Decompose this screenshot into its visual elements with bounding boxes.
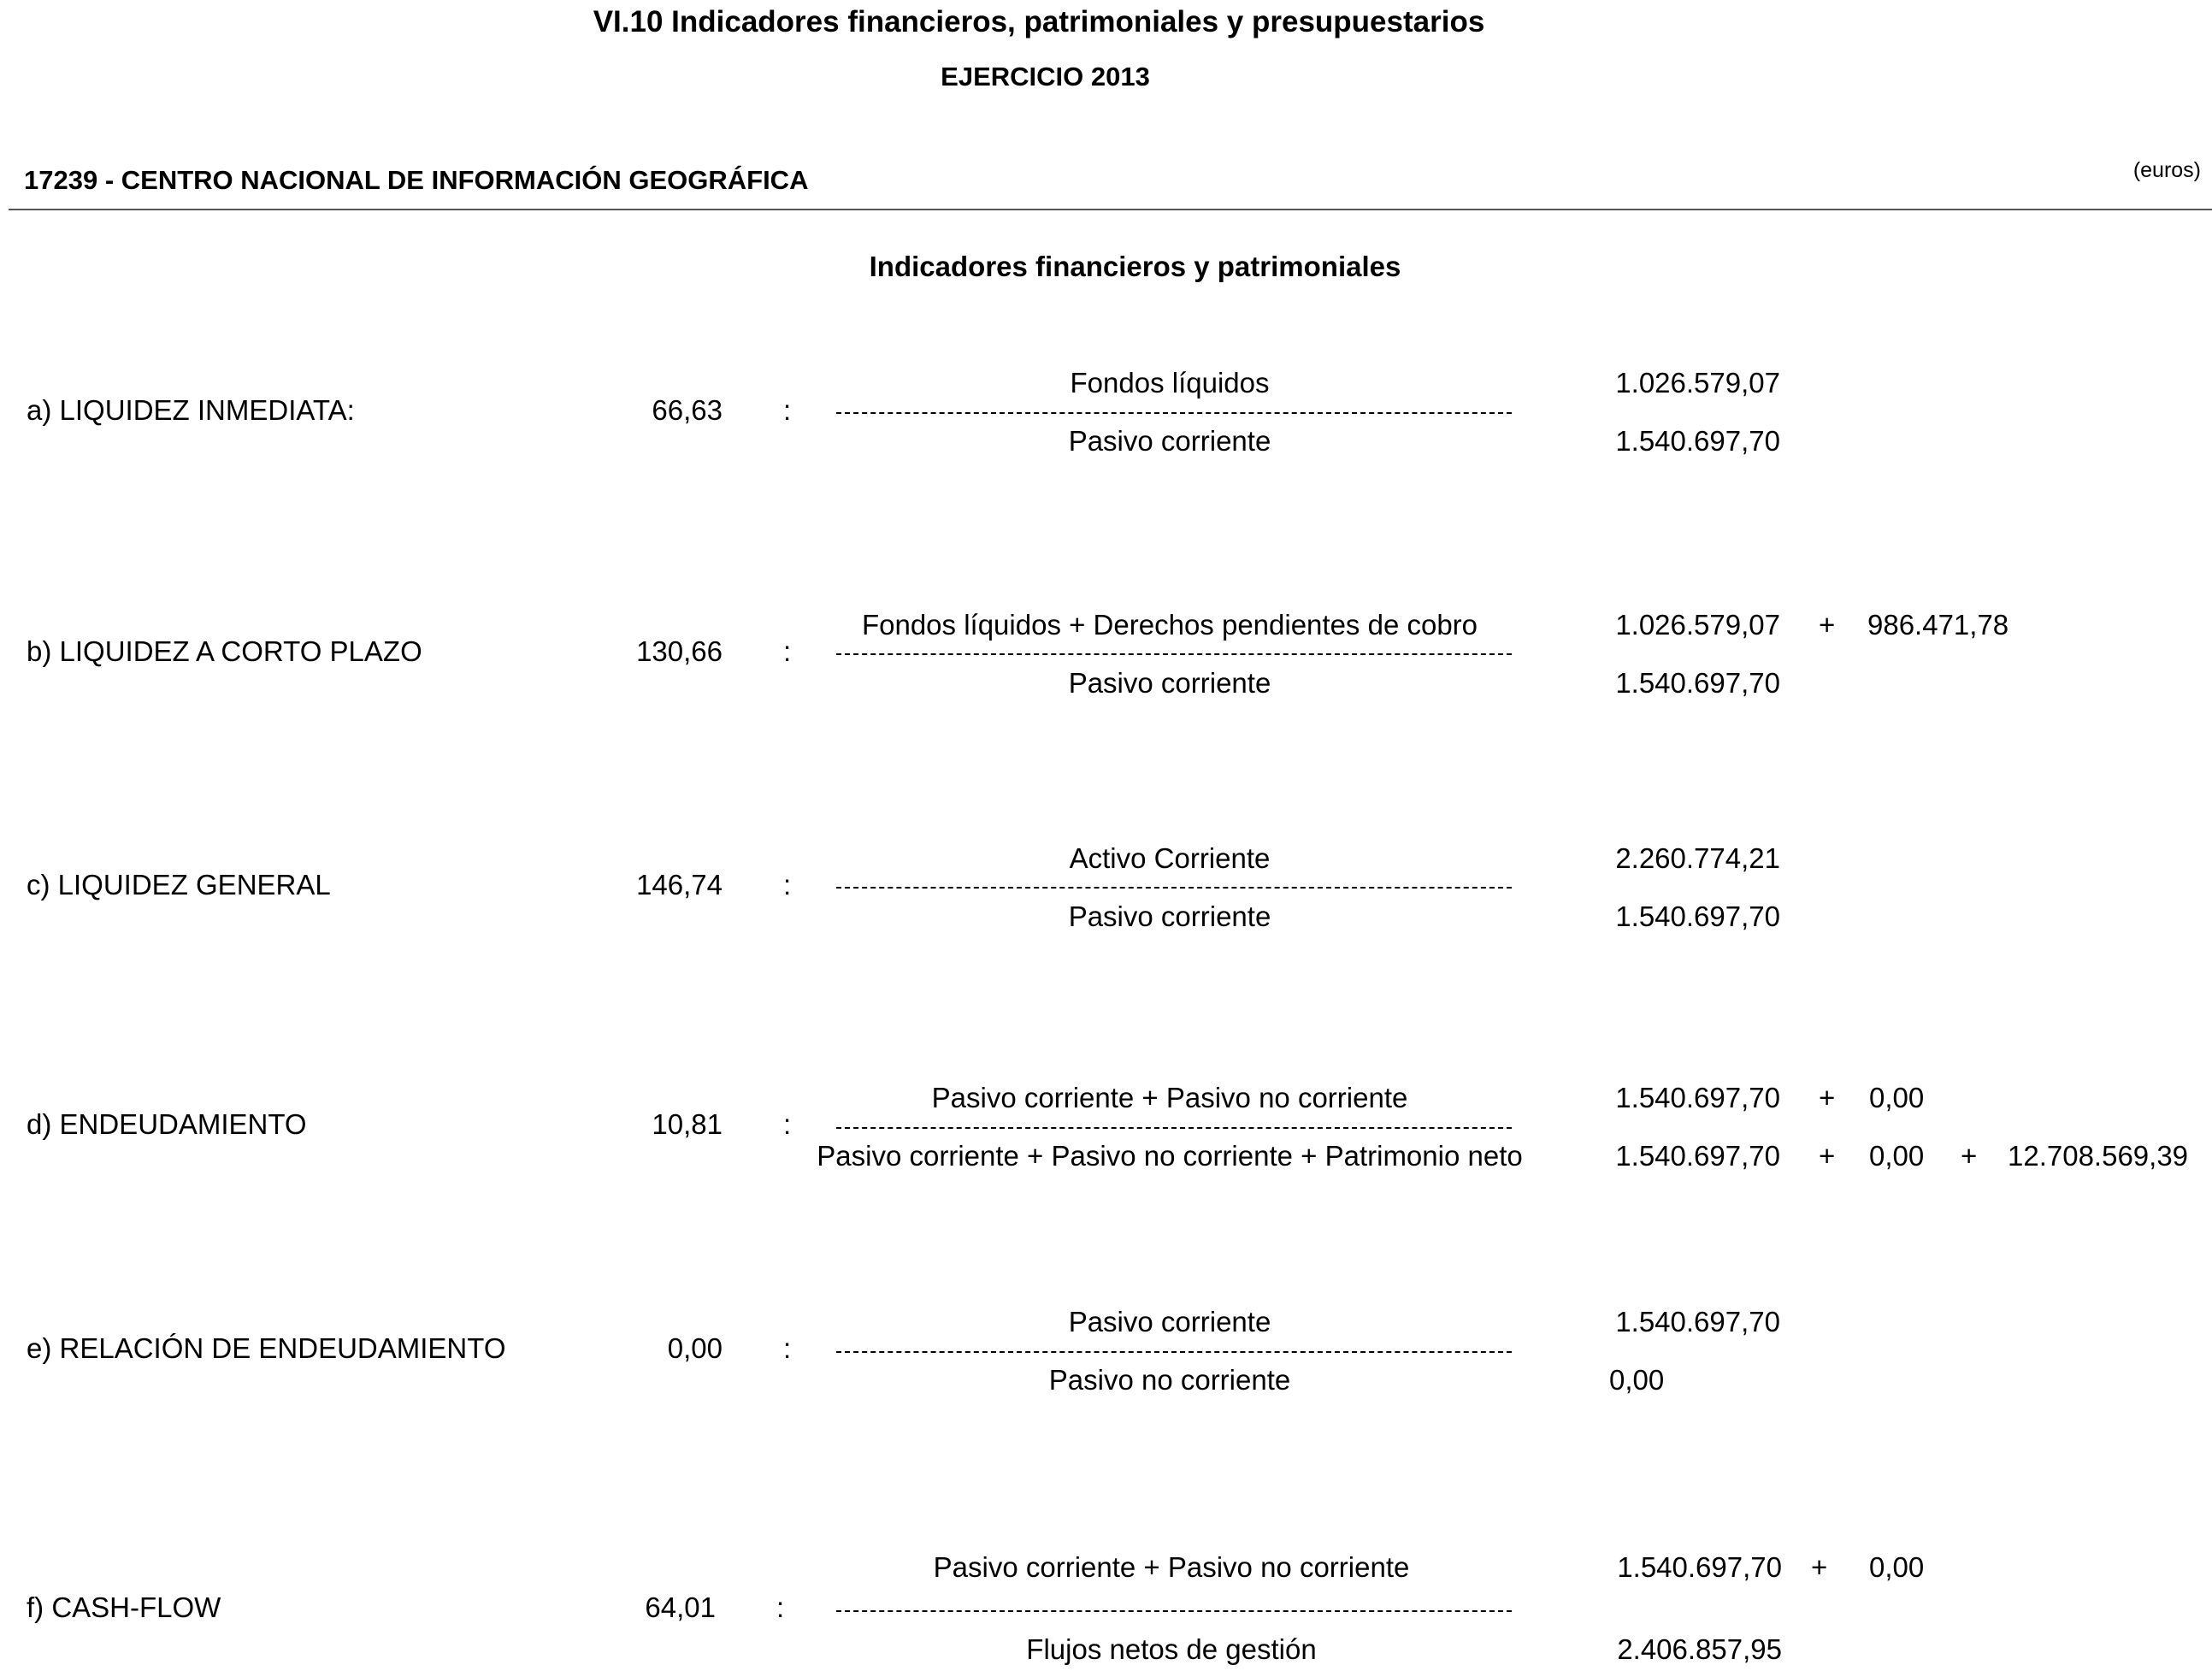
denominator-text: Pasivo corriente [1068, 425, 1271, 457]
numerator-text: Pasivo corriente + Pasivo no corriente [931, 1082, 1408, 1113]
denominator-text: Pasivo no corriente [1048, 1364, 1291, 1396]
header-divider [9, 209, 2212, 210]
numerator-value: 0,00 [1869, 1551, 1925, 1583]
indicator-label: c) LIQUIDEZ GENERAL [27, 869, 331, 900]
denominator-text: Pasivo corriente [1068, 900, 1271, 932]
indicator-ratio: 0,00 [667, 1332, 723, 1364]
denominator-value: 1.540.697,70 [1615, 667, 1780, 699]
indicator-label: d) ENDEUDAMIENTO [27, 1108, 307, 1140]
fraction-line [836, 1127, 1512, 1129]
indicator-colon: : [783, 635, 792, 667]
plus-operator: + [1819, 1140, 1836, 1172]
indicator-ratio: 130,66 [636, 635, 723, 667]
denominator-value: 1.540.697,70 [1615, 1140, 1780, 1172]
indicator-colon: : [783, 869, 792, 900]
indicator-colon: : [783, 1108, 792, 1140]
denominator-value: 0,00 [1609, 1364, 1665, 1396]
plus-operator: + [1819, 1082, 1836, 1113]
denominator-value: 1.540.697,70 [1615, 900, 1780, 932]
units-label: (euros) [2132, 158, 2201, 182]
indicator-label: f) CASH-FLOW [27, 1591, 221, 1623]
page-title: VI.10 Indicadores financieros, patrimoniales y presupuestarios [593, 5, 1485, 38]
section-title: Indicadores financieros y patrimoniales [869, 251, 1401, 282]
indicator-ratio: 64,01 [645, 1591, 716, 1623]
indicator-colon: : [783, 1332, 792, 1364]
denominator-value: 1.540.697,70 [1615, 425, 1780, 457]
numerator-value: 1.540.697,70 [1615, 1306, 1780, 1337]
plus-operator: + [1819, 609, 1836, 641]
fraction-line [836, 1610, 1512, 1612]
denominator-text: Pasivo corriente [1068, 667, 1271, 699]
indicator-label: e) RELACIÓN DE ENDEUDAMIENTO [27, 1332, 506, 1364]
numerator-text: Pasivo corriente + Pasivo no corriente [933, 1551, 1410, 1583]
indicator-label: a) LIQUIDEZ INMEDIATA: [27, 394, 355, 426]
numerator-value: 0,00 [1869, 1082, 1925, 1113]
numerator-value: 1.026.579,07 [1615, 609, 1780, 641]
indicator-colon: : [776, 1591, 785, 1623]
fraction-line [836, 412, 1512, 414]
indicator-ratio: 66,63 [652, 394, 723, 426]
numerator-text: Activo Corriente [1069, 842, 1271, 874]
fraction-line [836, 887, 1512, 889]
fraction-line [836, 653, 1512, 655]
numerator-text: Fondos líquidos [1070, 367, 1270, 399]
indicator-ratio: 10,81 [652, 1108, 723, 1140]
denominator-value: 0,00 [1869, 1140, 1925, 1172]
entity-heading: 17239 - CENTRO NACIONAL DE INFORMACIÓN GEOGRÁFICA [24, 165, 809, 195]
numerator-value: 1.540.697,70 [1617, 1551, 1782, 1583]
fraction-line [836, 1351, 1512, 1353]
page-subtitle: EJERCICIO 2013 [941, 62, 1150, 92]
plus-operator: + [1811, 1551, 1828, 1583]
numerator-value: 2.260.774,21 [1615, 842, 1780, 874]
numerator-text: Fondos líquidos + Derechos pendientes de cobro [861, 609, 1478, 641]
denominator-value: 2.406.857,95 [1617, 1633, 1782, 1665]
numerator-text: Pasivo corriente [1068, 1306, 1271, 1337]
indicator-colon: : [783, 394, 792, 426]
plus-operator: + [1961, 1140, 1978, 1172]
indicator-label: b) LIQUIDEZ A CORTO PLAZO [27, 635, 422, 667]
indicator-ratio: 146,74 [636, 869, 723, 900]
denominator-text: Flujos netos de gestión [1026, 1633, 1317, 1665]
numerator-value: 986.471,78 [1867, 609, 2009, 641]
numerator-value: 1.026.579,07 [1615, 367, 1780, 399]
denominator-value: 12.708.569,39 [2008, 1140, 2189, 1172]
denominator-text: Pasivo corriente + Pasivo no corriente + Patrimonio neto [817, 1140, 1523, 1172]
numerator-value: 1.540.697,70 [1615, 1082, 1780, 1113]
